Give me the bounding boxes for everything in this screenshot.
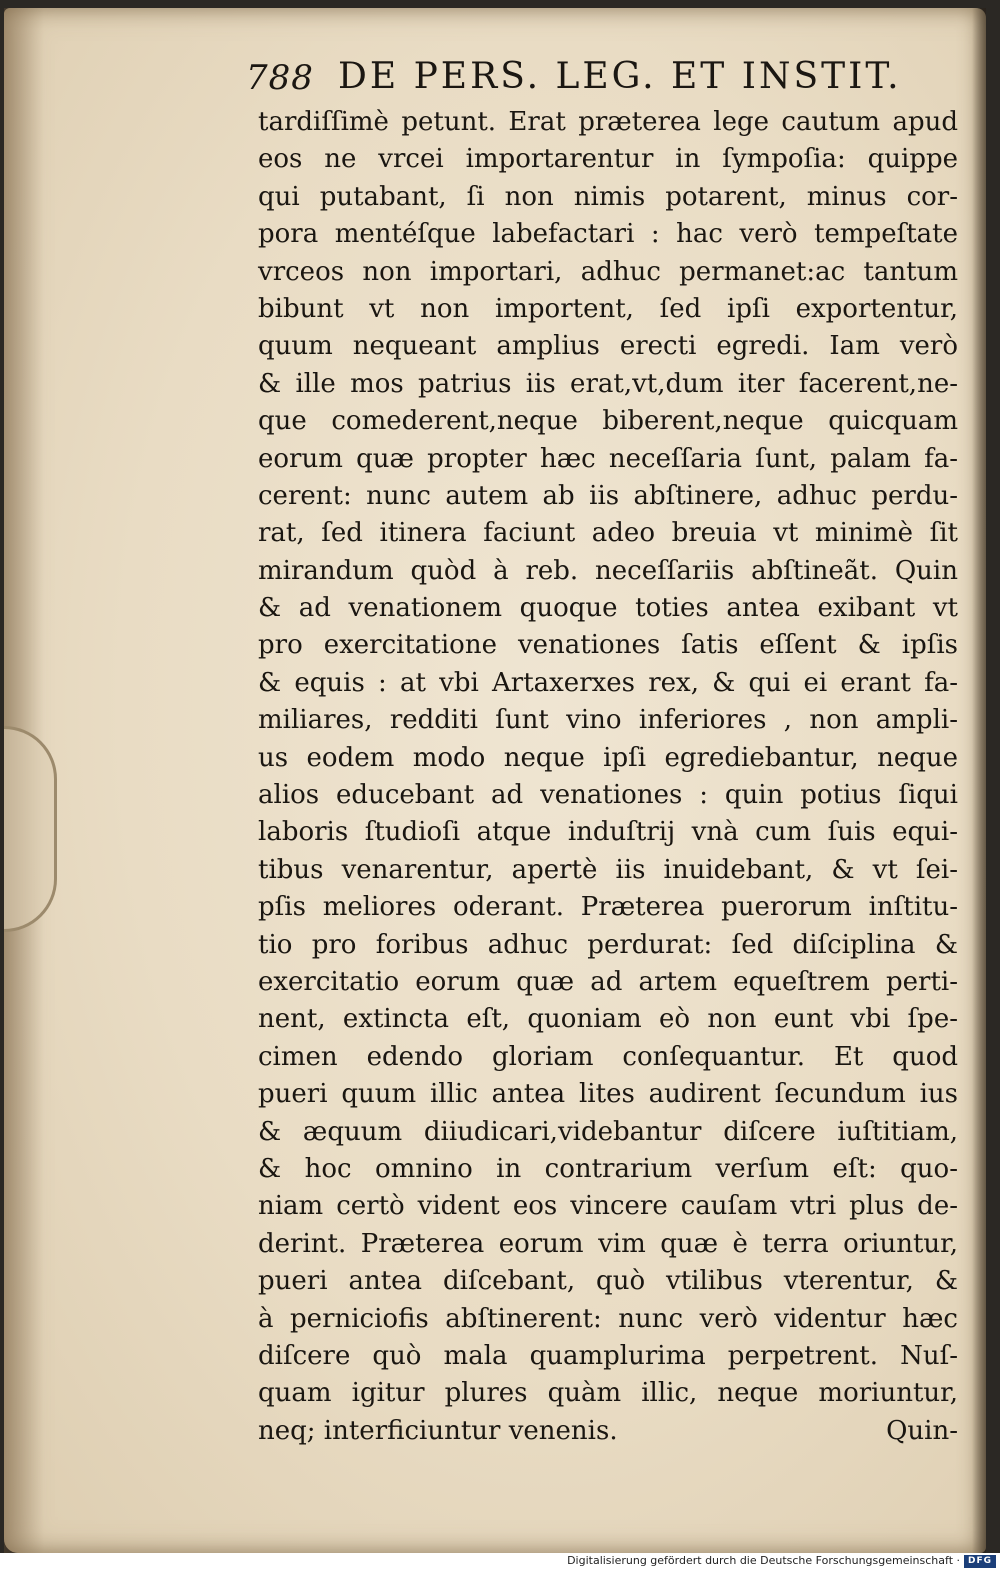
text-line: & hoc omnino in contrarium verſum eſt: quo- (258, 1153, 958, 1184)
text-line: quam igitur plures quàm illic, neque moriuntur, (258, 1378, 958, 1409)
text-line: bibunt vt non importent, ſed ipſi exportentur, (258, 293, 958, 324)
text-line: tibus venarentur, apertè iis inuidebant, & vt ſei- (258, 854, 958, 885)
text-line: pora mentéſque labefactari : hac verò tempeſtate (258, 219, 958, 250)
text-line: pueri quum illic antea lites audirent ſecundum ius (258, 1079, 958, 1110)
text-line: qui putabant, ſi non nimis potarent, minus cor- (258, 181, 958, 212)
page-edge (972, 8, 986, 1553)
text-line: exercitatio eorum quæ ad artem equeſtrem perti- (258, 966, 958, 997)
text-line: eorum quæ propter hæc neceſſaria ſunt, palam fa- (258, 443, 958, 474)
running-head: DE PERS. LEG. ET INSTIT. (338, 56, 902, 97)
text-line: rat, ſed itinera faciunt adeo breuia vt minimè ſit (258, 518, 958, 549)
text-line: quum nequeant amplius erecti egredi. Iam verò (258, 331, 958, 362)
text-line: pueri antea diſcebant, quò vtilibus vterentur, & (258, 1266, 958, 1297)
text-line: vrceos non importari, adhuc permanet:ac tantum (258, 256, 958, 287)
text-line: & æquum diiudicari,videbantur diſcere iuſtitiam, (258, 1116, 958, 1147)
text-line: & ad venationem quoque toties antea exibant vt (258, 593, 958, 624)
text-line: tardiſſimè petunt. Erat præterea lege cautum apud (258, 107, 958, 137)
funding-credit: Digitalisierung gefördert durch die Deutsche Forschungsgemeinschaft · (567, 1554, 960, 1567)
text-line: derint. Præterea eorum vim quæ è terra oriuntur, (258, 1228, 958, 1259)
body-text (258, 104, 958, 1450)
page-number: 788 (246, 58, 314, 98)
text-line: eos ne vrcei importarentur in ſympoſia: quippe (258, 144, 958, 175)
text-line: miliares, redditi ſunt vino inferiores , non ampli- (258, 705, 958, 736)
text-line: pro exercitatione venationes ſatis eſſent & ipſis (258, 630, 958, 661)
text-line: nent, extincta eſt, quoniam eò non eunt vbi ſpe- (258, 1004, 958, 1035)
text-line: cerent: nunc autem ab iis abſtinere, adhuc perdu- (258, 480, 958, 511)
text-line: & equis : at vbi Artaxerxes rex, & qui ei erant fa- (258, 667, 958, 698)
clasp-mark (4, 726, 57, 932)
text-line: diſcere quò mala quamplurima perpetrent. Nuſ- (258, 1340, 958, 1371)
final-line (258, 1413, 958, 1450)
text-line: mirandum quòd à reb. neceſſariis abſtineãt. Quin (258, 555, 958, 586)
page-header (246, 56, 902, 108)
dfg-logo: DFG (964, 1555, 996, 1568)
text-line: alios educebant ad venationes : quin potius ſiqui (258, 780, 958, 811)
text-line: pſis meliores oderant. Præterea puerorum inſtitu- (258, 892, 958, 923)
text-line: & ille mos patrius iis erat,vt,dum iter facerent,ne- (258, 368, 958, 399)
text-line: à perniciofis abſtinerent: nunc verò videntur hæc (258, 1303, 958, 1334)
text-line: tio pro foribus adhuc perdurat: ſed diſciplina & (258, 929, 958, 960)
text-line: laboris ſtudioſi atque induſtrij vnà cum ſuis equi- (258, 817, 958, 848)
text-line: que comederent,neque biberent,neque quicquam (258, 406, 958, 437)
text-line: niam certò vident eos vincere cauſam vtri plus de- (258, 1191, 958, 1222)
catchword: Quin- (886, 1415, 958, 1446)
digitization-footer (0, 1553, 1000, 1571)
text-line: us eodem modo neque ipſi egrediebantur, neque (258, 742, 958, 773)
text-line: cimen edendo gloriam conſequantur. Et quod (258, 1041, 958, 1072)
final-line-text: neq; interficiuntur venenis. (258, 1415, 618, 1446)
